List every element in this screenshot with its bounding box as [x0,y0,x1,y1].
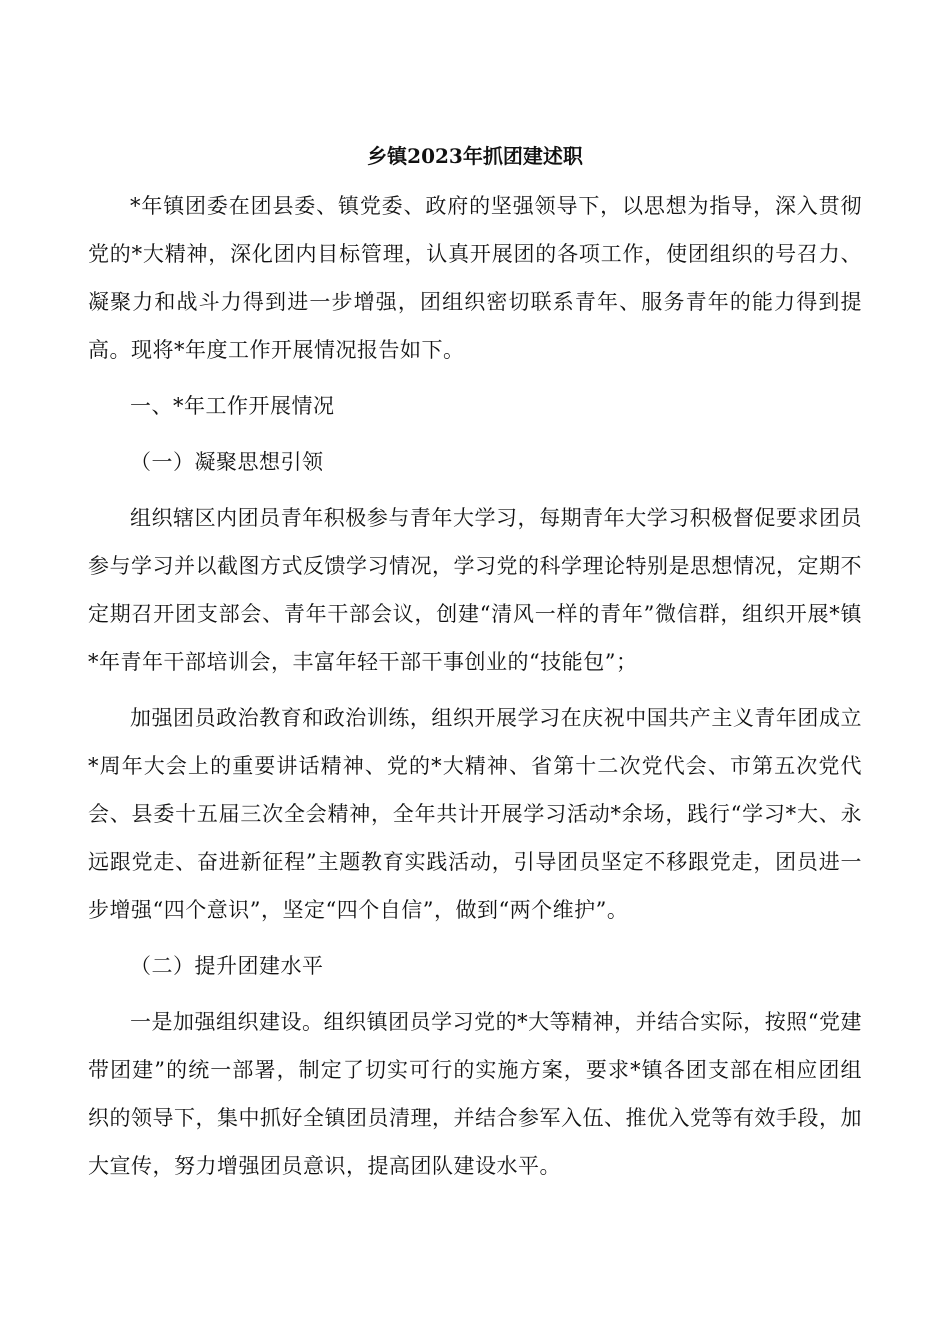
body-paragraph: 加强团员政治教育和政治训练，组织开展学习在庆祝中国共产主义青年团成立*周年大会上的重要讲话精神、党的*大精神、省第十二次党代会、市第五次党代会、县委十五届三次全会精神，全年共计开展学习活动*余场，践行“学习*大、永远跟党走、奋进新征程”主题教育实践活动，引导团员坚定不移跟党走，团员进一步增强“四个意识”，坚定“四个自信”，做到“两个维护”。 [88,706,862,922]
section-heading-1: 一、*年工作开展情况 [130,394,335,418]
body-paragraph: 一是加强组织建设。组织镇团员学习党的*大等精神，并结合实际，按照“党建带团建”的统一部署，制定了切实可行的实施方案，要求*镇各团支部在相应团组织的领导下，集中抓好全镇团员清理，并结合参军入伍、推优入党等有效手段，加大宣传，努力增强团员意识，提高团队建设水平。 [88,1010,862,1178]
subsection-heading-1: （一）凝聚思想引领 [130,450,324,474]
document-page [88,138,862,1198]
body-paragraph: 组织辖区内团员青年积极参与青年大学习，每期青年大学习积极督促要求团员参与学习并以截图方式反馈学习情况，学习党的科学理论特别是思想情况，定期不定期召开团支部会、青年干部会议，创建“清风一样的青年”微信群，组织开展*镇*年青年干部培训会，丰富年轻干部干事创业的“技能包”； [88,506,862,674]
intro-paragraph: *年镇团委在团县委、镇党委、政府的坚强领导下，以思想为指导，深入贯彻党的*大精神，深化团内目标管理，认真开展团的各项工作，使团组织的号召力、凝聚力和战斗力得到进一步增强，团组织密切联系青年、服务青年的能力得到提高。现将*年度工作开展情况报告如下。 [88,194,862,362]
document-title: 乡镇2023年抓团建述职 [367,144,583,168]
subsection-heading-2: （二）提升团建水平 [130,954,324,978]
